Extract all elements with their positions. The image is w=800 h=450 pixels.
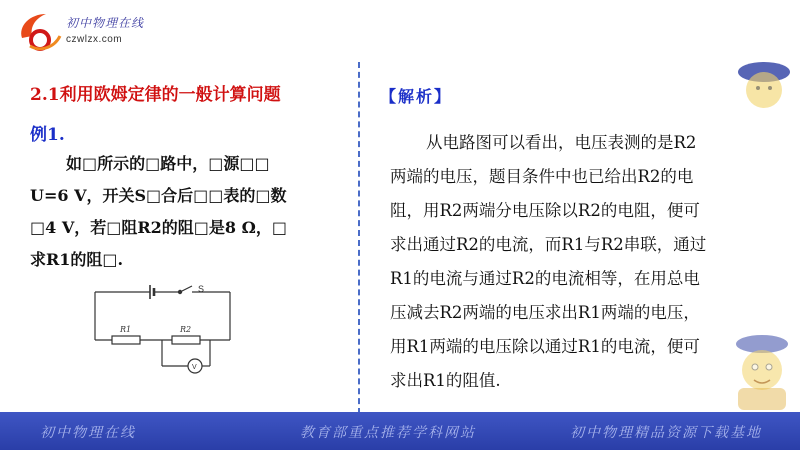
problem-line: U=6 V，开关S□合后□□表的□数 [30, 186, 287, 205]
circuit-diagram [90, 282, 240, 382]
analysis-line: 阻，用R2两端分电压除以R2的电阻，便可 [390, 201, 700, 220]
footer-bar [0, 412, 800, 450]
switch-label: S [198, 284, 205, 294]
voltmeter-label: V [192, 364, 197, 371]
r2-label: R2 [180, 325, 192, 334]
problem-line: 求R1的阻□. [30, 250, 124, 269]
logo-swoosh-icon [16, 8, 64, 52]
resistor-r2 [172, 336, 200, 344]
problem-text [30, 148, 350, 276]
r1-label: R1 [120, 325, 132, 334]
problem-line: □4 V，若□阻R2的阻□是8 Ω，□ [30, 218, 287, 237]
analysis-line: 两端的电压，题目条件中也已给出R2的电 [390, 167, 694, 186]
logo-title: 初中物理在线 [66, 16, 145, 30]
footer-center-text: 教育部重点推荐学科网站 [300, 425, 476, 441]
logo-url: czwlzx.com [66, 34, 123, 45]
analysis-text [390, 126, 770, 398]
analysis-line: 求出R1的阻值. [390, 371, 501, 390]
site-logo[interactable] [16, 8, 145, 52]
analysis-label: 【解析】 [380, 87, 453, 106]
analysis-line: R1的电流与通过R2的电流相等，在用总电 [390, 269, 700, 288]
section-title: 2.1利用欧姆定律的一般计算问题 [30, 85, 281, 105]
analysis-line: 求出通过R2的电流，而R1与R2串联，通过 [390, 235, 707, 254]
resistor-r1 [112, 336, 140, 344]
analysis-line: 用R1两端的电压除以通过R1的电流，便可 [390, 337, 700, 356]
footer-left-text: 初中物理在线 [40, 425, 136, 441]
analysis-line: 压减去R2两端的电压求出R1两端的电压， [390, 303, 700, 322]
mascot-decoration-icon [724, 52, 794, 412]
footer-right-text: 初中物理精品资源下载基地 [570, 425, 762, 441]
problem-line: 如□所示的□路中，□源□□ [66, 154, 270, 173]
example-label: 例1. [30, 125, 65, 145]
analysis-line: 从电路图可以看出，电压表测的是R2 [426, 133, 697, 152]
column-divider [358, 62, 360, 414]
